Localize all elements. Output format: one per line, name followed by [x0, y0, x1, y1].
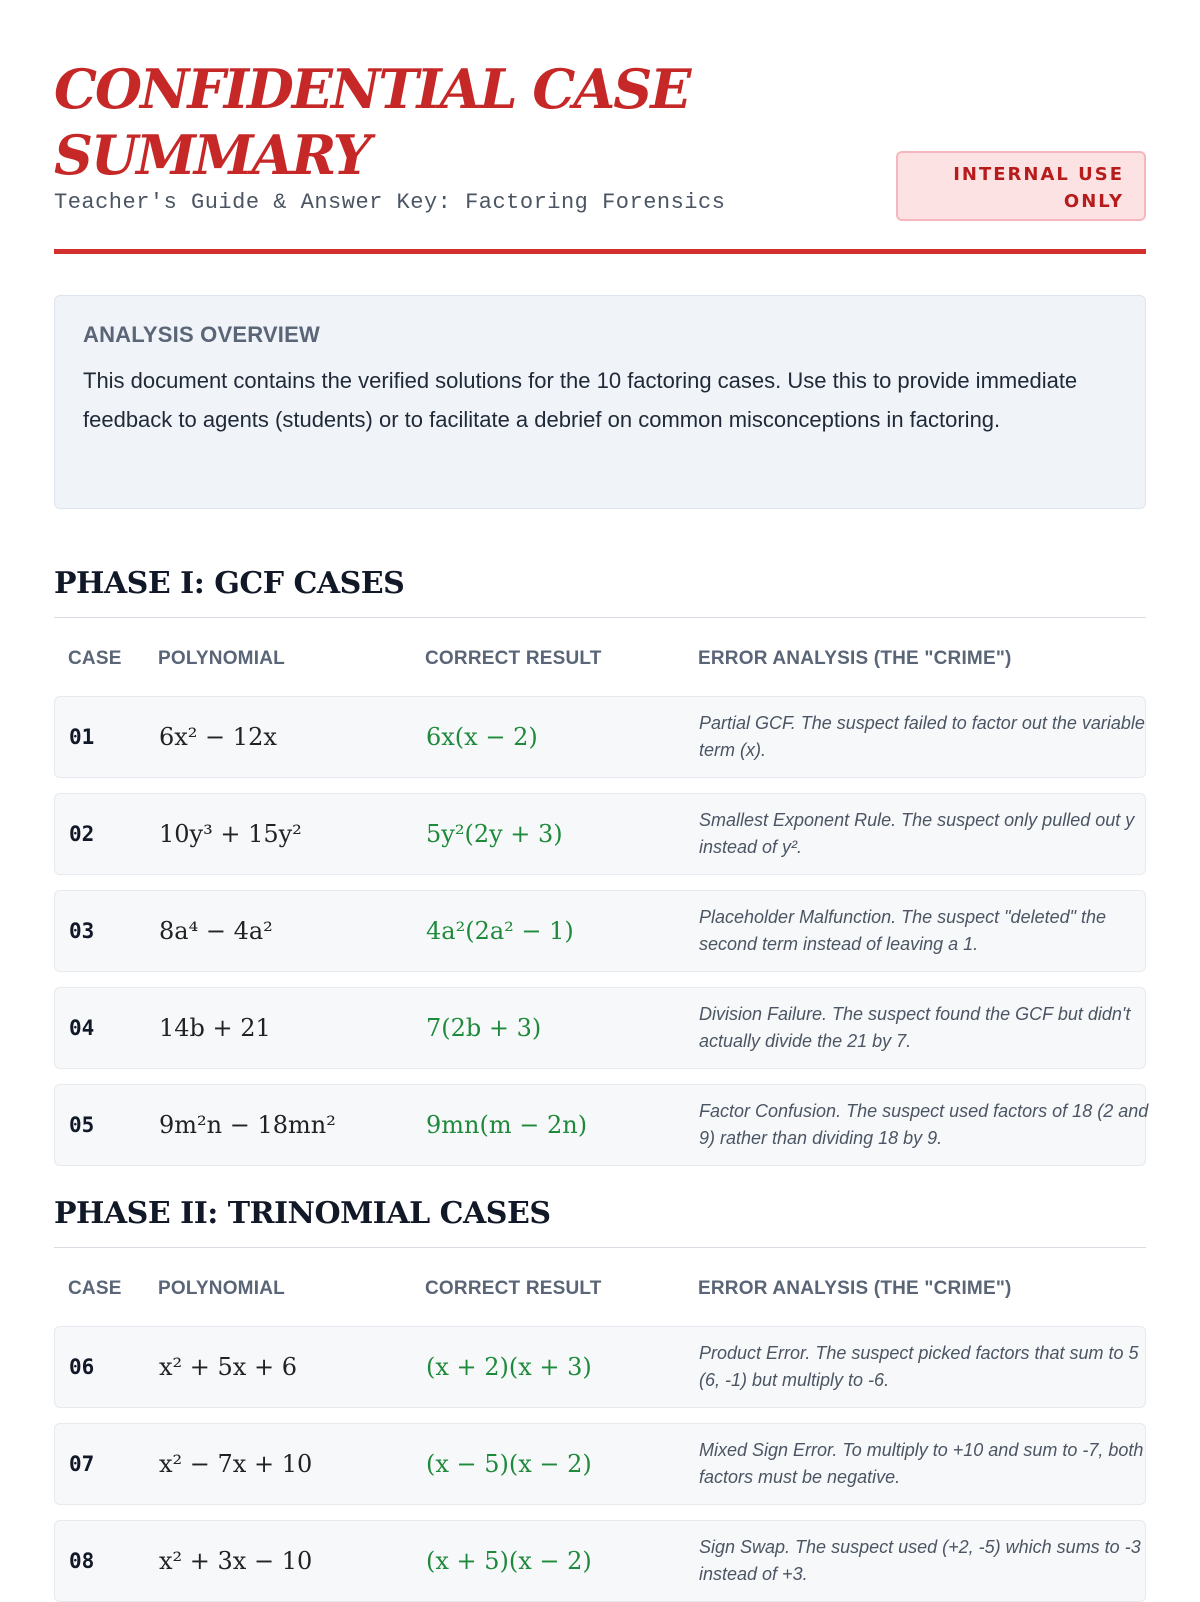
- polynomial: 6x² − 12x: [159, 723, 277, 751]
- badge-line-1: INTERNAL USE: [953, 164, 1124, 185]
- case-number: 02: [69, 822, 95, 846]
- column-header-result: CORRECT RESULT: [425, 648, 602, 669]
- error-analysis: Sign Swap. The suspect used (+2, -5) which sums to -3 instead of +3.: [699, 1537, 1141, 1584]
- analysis-overview-box: [54, 295, 1146, 509]
- polynomial: x² + 5x + 6: [159, 1353, 297, 1381]
- column-header-case: CASE: [68, 648, 122, 669]
- column-header-result: CORRECT RESULT: [425, 1278, 602, 1299]
- polynomial: 8a⁴ − 4a²: [159, 917, 273, 945]
- error-analysis: Factor Confusion. The suspect used factors of 18 (2 and 9) rather than dividing 18 by 9.: [699, 1101, 1149, 1148]
- page-title: [54, 56, 694, 188]
- case-row: [54, 793, 1146, 875]
- case-number: 03: [69, 919, 95, 943]
- correct-result: (x − 5)(x − 2): [426, 1450, 592, 1478]
- error-analysis: Product Error. The suspect picked factors that sum to 5 (6, -1) but multiply to -6.: [699, 1343, 1139, 1390]
- case-row: [54, 987, 1146, 1069]
- title-line-1: CONFIDENTIAL CASE: [54, 57, 690, 121]
- case-number: 04: [69, 1016, 95, 1040]
- correct-result: (x + 5)(x − 2): [426, 1547, 592, 1575]
- correct-result: 9mn(m − 2n): [426, 1111, 588, 1139]
- phase-title: PHASE II: TRINOMIAL CASES: [54, 1196, 1146, 1248]
- error-analysis: Partial GCF. The suspect failed to factor out the variable term (x).: [699, 713, 1145, 760]
- case-row: [54, 890, 1146, 972]
- column-header-polynomial: POLYNOMIAL: [158, 1278, 285, 1299]
- case-number: 01: [69, 725, 95, 749]
- correct-result: 5y²(2y + 3): [426, 820, 563, 848]
- table-header: [54, 1248, 1146, 1326]
- polynomial: 14b + 21: [159, 1014, 271, 1042]
- document-header: [54, 0, 1146, 254]
- case-row: [54, 1520, 1146, 1602]
- error-analysis: Division Failure. The suspect found the GCF but didn't actually divide the 21 by 7.: [699, 1004, 1131, 1051]
- correct-result: (x + 2)(x + 3): [426, 1353, 592, 1381]
- overview-text: This document contains the verified solutions for the 10 factoring cases. Use this to provide immediate feedback to agents (students) or to facilitate a debrief on common misconceptions in factoring.: [83, 368, 1078, 432]
- internal-use-badge: [896, 151, 1146, 221]
- case-number: 06: [69, 1355, 95, 1379]
- error-analysis: Mixed Sign Error. To multiply to +10 and sum to -7, both factors must be negative.: [699, 1440, 1144, 1487]
- case-number: 07: [69, 1452, 95, 1476]
- case-row: [54, 1326, 1146, 1408]
- title-line-2: SUMMARY: [54, 123, 370, 187]
- polynomial: x² + 3x − 10: [159, 1547, 313, 1575]
- error-analysis: Smallest Exponent Rule. The suspect only pulled out y instead of y².: [699, 810, 1135, 857]
- case-number: 08: [69, 1549, 95, 1573]
- column-header-case: CASE: [68, 1278, 122, 1299]
- case-number: 05: [69, 1113, 95, 1137]
- error-analysis: Placeholder Malfunction. The suspect "deleted" the second term instead of leaving a 1.: [699, 907, 1107, 954]
- polynomial: x² − 7x + 10: [159, 1450, 313, 1478]
- case-row: [54, 1084, 1149, 1166]
- column-header-polynomial: POLYNOMIAL: [158, 648, 285, 669]
- badge-line-2: ONLY: [1063, 191, 1124, 212]
- phase-title: PHASE I: GCF CASES: [54, 566, 1146, 618]
- polynomial: 10y³ + 15y²: [159, 820, 302, 848]
- phase-1-section: [54, 566, 1149, 1166]
- column-header-error: ERROR ANALYSIS (THE "CRIME"): [698, 1278, 1012, 1299]
- table-header: [54, 618, 1146, 696]
- overview-heading: ANALYSIS OVERVIEW: [83, 322, 320, 347]
- correct-result: 6x(x − 2): [426, 723, 538, 751]
- phase-2-section: [54, 1196, 1146, 1602]
- correct-result: 7(2b + 3): [426, 1014, 542, 1042]
- polynomial: 9m²n − 18mn²: [159, 1111, 336, 1139]
- column-header-error: ERROR ANALYSIS (THE "CRIME"): [698, 648, 1012, 669]
- case-row: [54, 1423, 1146, 1505]
- page-subtitle: Teacher's Guide & Answer Key: Factoring Forensics: [54, 190, 726, 215]
- correct-result: 4a²(2a² − 1): [426, 917, 574, 945]
- case-row: [54, 696, 1146, 778]
